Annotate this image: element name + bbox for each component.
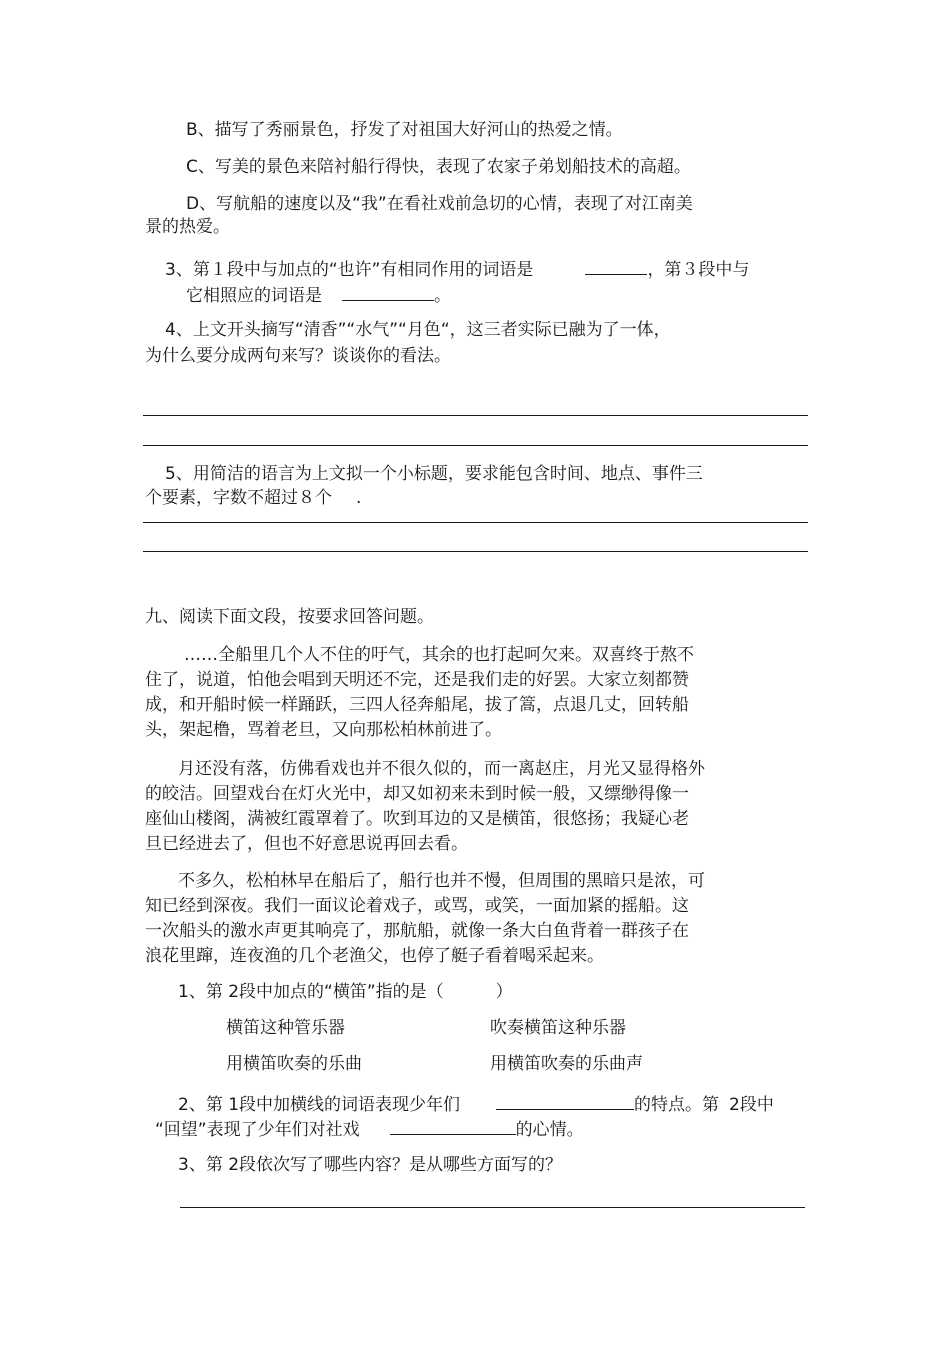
s9-q2-part2: 的特点。第 <box>634 1095 720 1115</box>
s9-q3-stem: 3、第 2段依次写了哪些内容？是从哪些方面写的？ <box>178 1155 563 1175</box>
s9-q1-close-paren: ） <box>495 982 513 1002</box>
para3-line4: 浪花里蹿，连夜渔的几个老渔父，也停了艇子看着喝采起来。 <box>145 946 604 966</box>
q5-line2 <box>145 486 361 510</box>
s9-q2-line2b: 的心情。 <box>515 1120 584 1140</box>
section9-heading: 九、阅读下面文段，按要求回答问题。 <box>145 607 434 627</box>
para2-line3: 座仙山楼阁，满被红霞罩着了。吹到耳边的又是横笛，很悠扬；我疑心老 <box>145 809 689 829</box>
s9-q2-line2a: “回望”表现了少年们对社戏 <box>155 1120 360 1140</box>
s9-q2-part1: 2、第 1段中加横线的词语表现少年们 <box>178 1095 461 1115</box>
q3-stem <box>165 256 749 282</box>
para3-line3: 一次船头的激水声更其响亮了，那航船，就像一条大白鱼背着一群孩子在 <box>145 921 689 941</box>
s9-q2-blank-1[interactable] <box>496 1091 634 1110</box>
q5-line1: 5、用简洁的语言为上文拟一个小标题，要求能包含时间、地点、事件三 <box>165 464 703 484</box>
q3-blank-2[interactable] <box>342 282 434 301</box>
para1-line2: 住了，说道，怕他会唱到天明还不完，还是我们走的好罢。大家立刻都赞 <box>145 670 689 690</box>
s9-q2-part3: 2段中 <box>729 1095 774 1115</box>
para1-line1: ……全船里几个人不住的吁气，其余的也打起呵欠来。双喜终于熬不 <box>184 645 694 665</box>
s9-q3-answer-line[interactable] <box>180 1207 805 1208</box>
s9-q1-option-c: 用横笛吹奏的乐曲 <box>226 1054 362 1074</box>
para3-line2: 知已经到深夜。我们一面议论着戏子，或骂，或笑，一面加紧的摇船。这 <box>145 896 689 916</box>
s9-q2-blank-2[interactable] <box>390 1116 516 1135</box>
s9-q1-option-a: 横笛这种管乐器 <box>226 1018 345 1038</box>
para2-line1: 月还没有落，仿佛看戏也并不很久似的，而一离赵庄，月光又显得格外 <box>178 759 705 779</box>
q4-answer-line-2[interactable] <box>143 445 808 446</box>
q5-line2-end: . <box>356 488 362 508</box>
para3-line1: 不多久，松柏林早在船后了，船行也并不慢，但周围的黑暗只是浓，可 <box>178 871 705 891</box>
para2-line2: 的皎洁。回望戏台在灯火光中，却又如初来未到时候一般，又缥缈得像一 <box>145 784 689 804</box>
s9-q1-stem-text: 1、第 2段中加点的“横笛”指的是（ <box>178 982 444 1002</box>
option-b: B、描写了秀丽景色，抒发了对祖国大好河山的热爱之情。 <box>186 120 623 140</box>
option-d-line2: 景的热爱。 <box>145 217 230 237</box>
s9-q1-stem <box>178 980 513 1004</box>
s9-q1-option-b: 吹奏横笛这种乐器 <box>490 1018 626 1038</box>
option-d-line1: D、写航船的速度以及“我”在看社戏前急切的心情，表现了对江南美 <box>186 194 693 214</box>
q4-line2: 为什么要分成两句来写？谈谈你的看法。 <box>145 346 451 366</box>
q3-blank-1[interactable] <box>585 256 647 275</box>
q5-line2-text: 个要素，字数不超过８个 <box>145 488 332 508</box>
q3-text-part4: 。 <box>434 286 451 306</box>
q3-text-part2: ，第３段中与 <box>647 260 750 280</box>
q4-answer-line-1[interactable] <box>143 415 808 416</box>
s9-q1-option-d: 用横笛吹奏的乐曲声 <box>490 1054 643 1074</box>
q5-answer-line-1[interactable] <box>143 522 808 523</box>
q3-text-part1: 3、第１段中与加点的“也许”有相同作用的词语是 <box>165 260 534 280</box>
s9-q2-line1 <box>178 1091 774 1117</box>
para1-line4: 头，架起橹，骂着老旦，又向那松柏林前进了。 <box>145 720 502 740</box>
q3-text-part3: 它相照应的词语是 <box>186 286 322 306</box>
q3-line2 <box>186 282 451 308</box>
para2-line4: 旦已经进去了，但也不好意思说再回去看。 <box>145 834 468 854</box>
q4-line1: 4、上文开头摘写“清香”“水气”“月色“，这三者实际已融为了一体， <box>165 320 671 340</box>
para1-line3: 成，和开船时候一样踊跃，三四人径奔船尾，拔了篙，点退几丈，回转船 <box>145 695 689 715</box>
option-c: C、写美的景色来陪衬船行得快，表现了农家子弟划船技术的高超。 <box>186 157 691 177</box>
q5-answer-line-2[interactable] <box>143 551 808 552</box>
s9-q2-line2 <box>155 1116 584 1142</box>
